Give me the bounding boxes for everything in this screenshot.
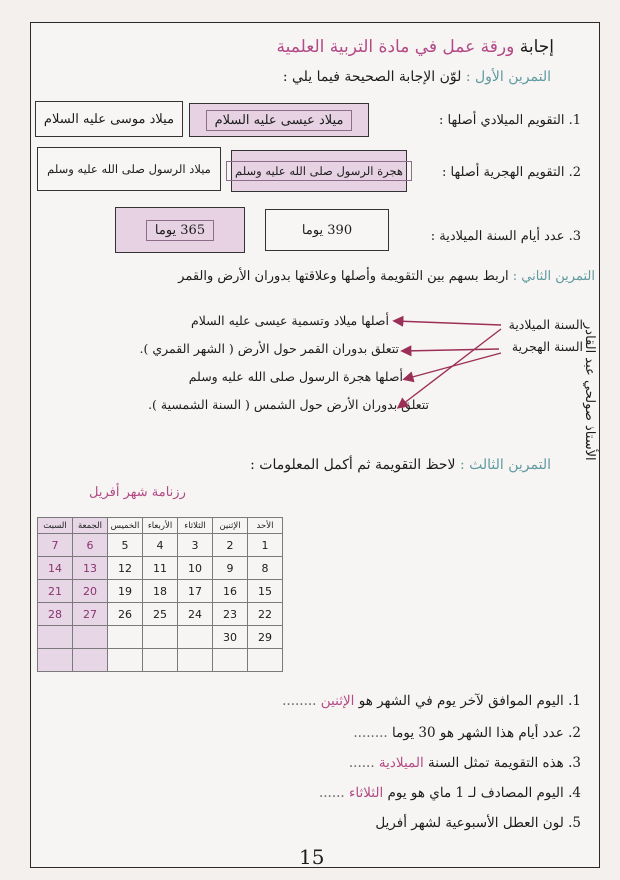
calendar-day-cell [248,649,283,672]
day-header: الأربعاء [143,518,178,534]
ex1-question-2: 2. التقويم الهجرية أصلها : [441,165,581,180]
ex3-answer-4: 4. اليوم المصادف لـ 1 ماي هو يوم الثلاثاء ...... [318,785,581,801]
calendar-week-row [38,557,283,580]
day-header: الإثنين [213,518,248,534]
answer-prompt: اليوم المصادف لـ 1 ماي هو يوم [387,785,564,801]
calendar-day-cell: 20 [73,580,108,603]
calendar-day-cell: 13 [73,557,108,580]
ex2-heading-text: اربط بسهم بين التقويمة وأصلها وعلاقتها بدوران الأرض والقمر [178,269,509,284]
calendar-day-cell: 3 [178,534,213,557]
worksheet-page [30,22,600,868]
ex2-right-item-1: أصلها ميلاد وتسمية عيسى عليه السلام [190,313,389,328]
calendar-day-cell [178,649,213,672]
calendar-day-cell [143,626,178,649]
calendar-day-cell [213,649,248,672]
calendar-day-cell: 28 [38,603,73,626]
calendar-day-cell: 11 [143,557,178,580]
calendar-week-row [38,626,283,649]
calendar-day-cell: 15 [248,580,283,603]
ex2-right-item-4: تتعلق بدوران الأرض حول الشمس ( السنة الشمسية ). [148,397,429,412]
answer-prompt: اليوم الموافق لآخر يوم في الشهر هو [358,693,564,709]
answer-number: 4 [572,785,581,801]
ex2-left-item-2: السنة الهجرية [511,339,583,354]
answer-number: 2 [572,725,581,741]
calendar-day-cell: 10 [178,557,213,580]
ex3-heading [250,457,551,473]
calendar-day-cell [108,626,143,649]
question-text: التقويم الميلادي أصلها : [438,113,565,128]
calendar-day-cell: 4 [143,534,178,557]
option-label: 390 يوما [301,222,353,238]
calendar-day-cell [73,626,108,649]
ex1-question-3: 3. عدد أيام السنة الميلادية : [430,229,581,244]
day-header: السبت [38,518,73,534]
day-header: الثلاثاء [178,518,213,534]
arrow-4 [405,353,501,379]
option-label: 365 يوما [146,220,214,241]
calendar-day-cell: 12 [108,557,143,580]
answer-value: الإثنين [320,693,355,709]
question-number: 3 [572,229,581,244]
calendar-table [37,517,283,672]
question-text: عدد أيام السنة الميلادية : [430,229,565,244]
calendar-day-cell: 5 [108,534,143,557]
calendar-day-cell [38,649,73,672]
ex3-heading-tag: التمرين الثالث : [459,457,551,473]
answer-dots: ........ [282,693,317,709]
calendar-day-cell: 18 [143,580,178,603]
calendar-day-cell: 26 [108,603,143,626]
ex2-arrows [31,23,600,443]
calendar-body [38,534,283,672]
calendar-day-cell: 19 [108,580,143,603]
calendar-day-cell: 6 [73,534,108,557]
calendar-header-row [38,518,283,534]
calendar-day-cell [38,626,73,649]
option-label: ميلاد موسى عليه السلام [43,111,175,127]
answer-dots: ...... [348,755,375,771]
ex3-heading-text: لاحظ التقويمة ثم أكمل المعلومات : [250,457,456,473]
ex2-heading-tag: التمرين الثاني : [512,269,595,284]
answer-value: 30 يوما [392,725,436,741]
option-label: ميلاد الرسول صلى الله عليه وسلم [47,162,211,176]
answer-number: 3 [572,755,581,771]
calendar-day-cell: 22 [248,603,283,626]
answer-prompt: عدد أيام هذا الشهر هو [439,725,564,741]
day-header: الجمعة [73,518,108,534]
day-header: الأحد [248,518,283,534]
calendar-day-cell: 29 [248,626,283,649]
teacher-name: الأستاذ صولحي عبد القادر [582,323,597,461]
question-number: 2 [572,165,581,180]
calendar-day-cell: 27 [73,603,108,626]
ex2-left-item-1: السنة الميلادية [508,317,583,332]
calendar-day-cell: 9 [213,557,248,580]
calendar-week-row [38,603,283,626]
ex2-right-item-2: تتعلق بدوران القمر حول الأرض ( الشهر القمري ). [139,341,399,356]
option-label: هجرة الرسول صلى الله عليه وسلم [226,161,412,181]
answer-value: الثلاثاء [349,785,384,801]
calendar-day-cell [73,649,108,672]
ex1-heading-text: لوّن الإجابة الصحيحة فيما يلي : [282,69,462,85]
calendar-day-cell: 7 [38,534,73,557]
title-rest: ورقة عمل في مادة التربية العلمية [276,37,515,57]
calendar-day-cell: 25 [143,603,178,626]
calendar-day-cell: 1 [248,534,283,557]
calendar-title: رزنامة شهر أفريل [89,485,186,500]
calendar-day-cell: 17 [178,580,213,603]
ex3-answer-3: 3. هذه التقويمة تمثل السنة الميلادية ...... [348,755,581,771]
ex3-answer-2: 2. عدد أيام هذا الشهر هو 30 يوما ........ [353,725,581,741]
answer-prompt: هذه التقويمة تمثل السنة [428,755,564,771]
option-label: ميلاد عيسى عليه السلام [206,110,353,131]
answer-number: 1 [572,693,581,709]
arrow-2 [399,329,501,407]
answer-number: 5 [572,815,581,831]
calendar-day-cell: 16 [213,580,248,603]
calendar-day-cell [178,626,213,649]
calendar-day-cell: 23 [213,603,248,626]
ex3-answer-5: 5. لون العطل الأسبوعية لشهر أفريل [375,815,581,831]
day-header: الخميس [108,518,143,534]
calendar-day-cell [143,649,178,672]
ex1-question-1: 1. التقويم الميلادي أصلها : [438,113,581,128]
answer-dots: ...... [318,785,345,801]
ex3-answer-1: 1. اليوم الموافق لآخر يوم في الشهر هو الإثنين ........ [282,693,581,709]
calendar-day-cell: 21 [38,580,73,603]
calendar-day-cell: 14 [38,557,73,580]
arrow-3 [403,349,499,351]
ex1-heading-tag: التمرين الأول : [465,69,551,85]
arrow-1 [395,321,501,325]
ex2-right-item-3: أصلها هجرة الرسول صلى الله عليه وسلم [188,369,403,384]
answer-dots: ........ [353,725,388,741]
calendar-day-cell: 2 [213,534,248,557]
calendar-week-row [38,534,283,557]
answer-prompt: لون العطل الأسبوعية لشهر أفريل [375,815,564,831]
calendar-week-row [38,649,283,672]
title-lead: إجابة [519,37,554,57]
question-number: 1 [572,113,581,128]
calendar-day-cell: 30 [213,626,248,649]
answer-value: الميلادية [378,755,424,771]
calendar-week-row [38,580,283,603]
calendar-day-cell: 24 [178,603,213,626]
page-number: 15 [299,845,325,868]
calendar-day-cell [108,649,143,672]
calendar-day-cell: 8 [248,557,283,580]
question-text: التقويم الهجرية أصلها : [441,165,565,180]
